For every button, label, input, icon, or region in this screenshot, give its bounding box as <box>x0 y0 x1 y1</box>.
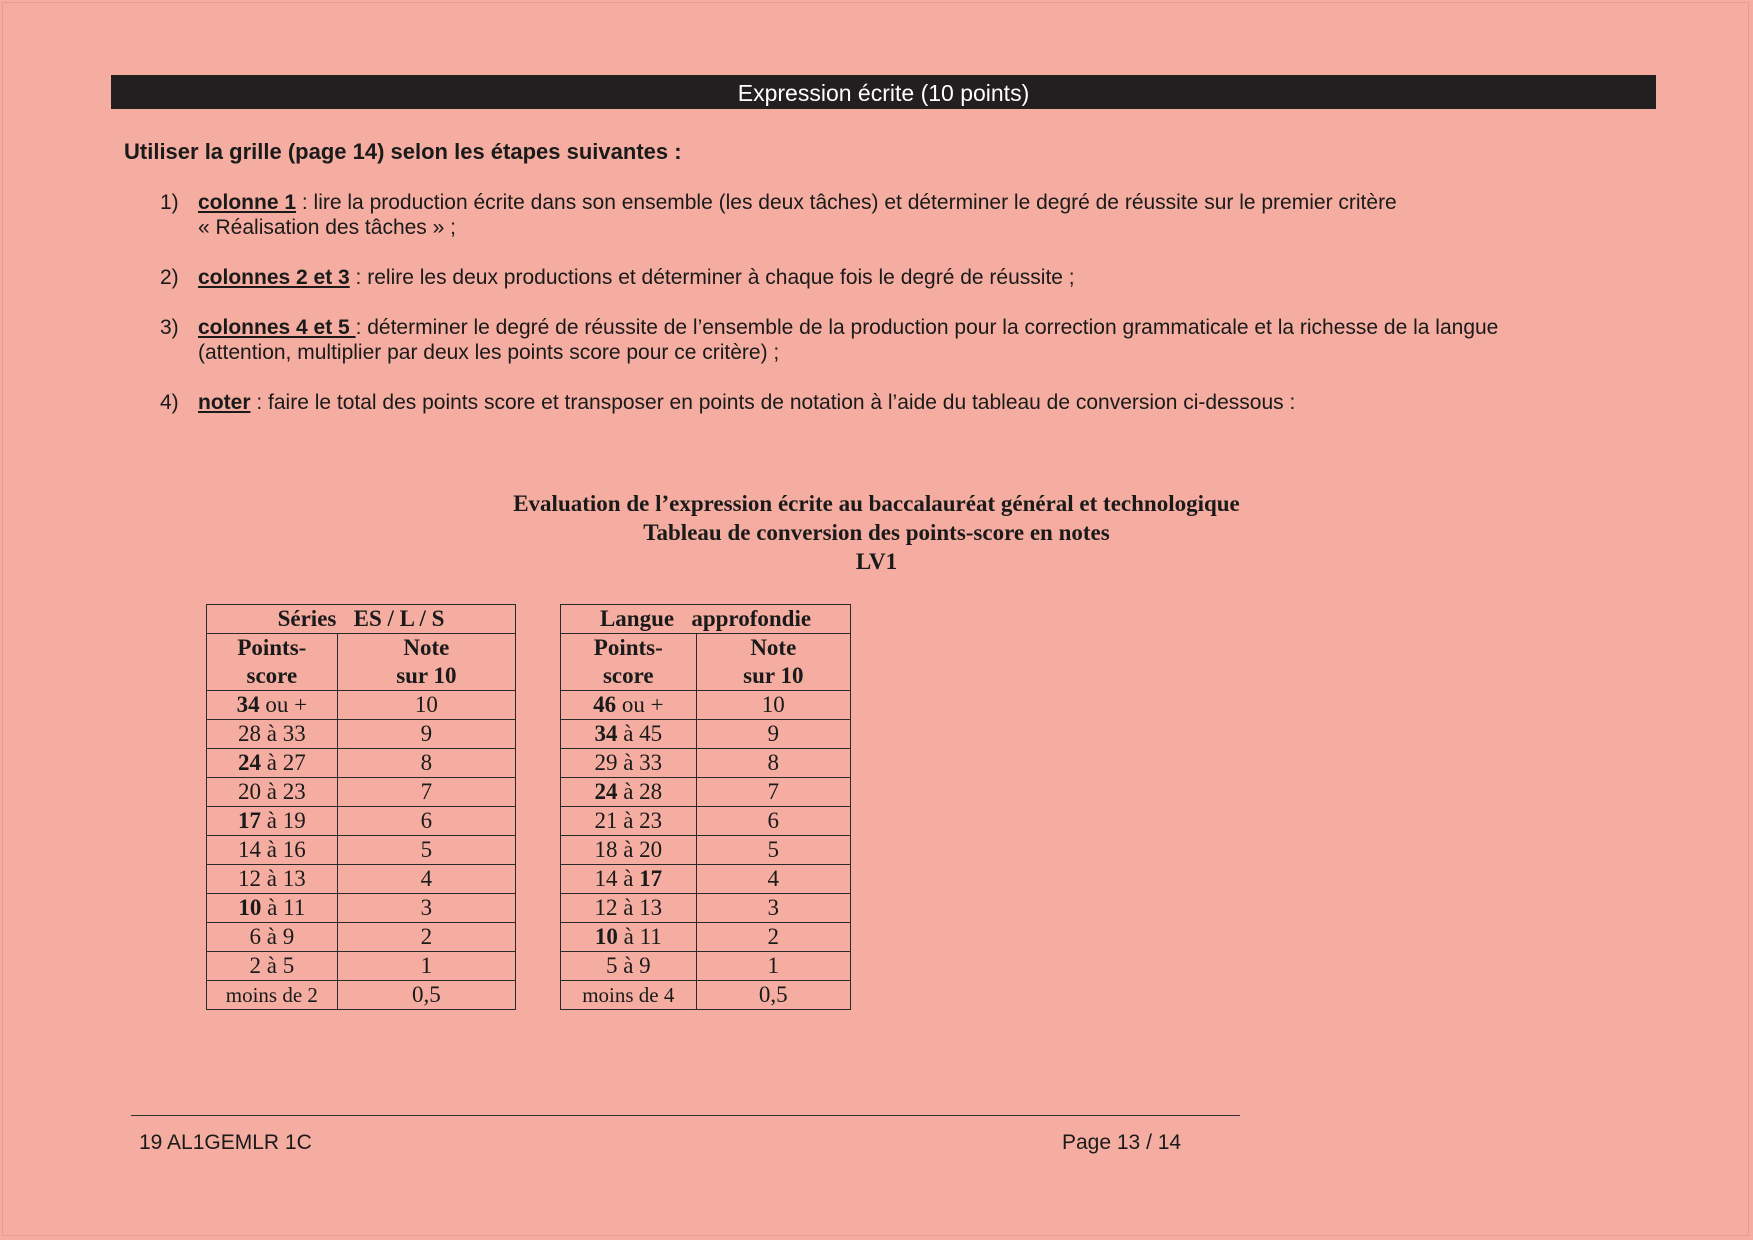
table-title: Séries ES / L / S <box>207 605 516 634</box>
note-cell: 4 <box>696 865 850 894</box>
score-separator: à <box>617 866 640 891</box>
score-to: 28 <box>639 779 663 804</box>
score-separator: à <box>260 953 283 978</box>
score-to: 27 <box>282 750 306 775</box>
points-score-cell <box>561 865 697 894</box>
heading-line-1: Evaluation de l’expression écrite au baccalauréat général et technologique <box>513 491 1240 516</box>
points-score-header <box>561 634 697 691</box>
step-number: 1) <box>160 191 179 214</box>
note-cell: 2 <box>337 923 515 952</box>
points-score-cell <box>207 807 338 836</box>
note-header <box>337 634 515 691</box>
score-to: 13 <box>639 895 663 920</box>
note-cell: 6 <box>337 807 515 836</box>
points-score-cell <box>561 981 697 1010</box>
step-keyword: noter <box>198 391 251 414</box>
score-separator: à <box>617 750 640 775</box>
step-separator: : <box>250 391 269 414</box>
step-number: 4) <box>160 391 179 414</box>
note-cell: 4 <box>337 865 515 894</box>
step-4 <box>160 390 1650 415</box>
step-text: relire les deux productions et déterminer à chaque fois le degré de réussite ; <box>367 266 1075 289</box>
table-row <box>561 981 851 1010</box>
table-row <box>561 923 851 952</box>
score-to: 5 <box>282 953 295 978</box>
step-keyword: colonnes 4 et 5 <box>198 316 356 339</box>
step-text: lire la production écrite dans son ensemble (les deux tâches) et déterminer le degré de réussite sur le premier critère <box>313 191 1397 214</box>
score-from: 10 <box>238 895 262 920</box>
page-number: Page 13 / 14 <box>1062 1131 1182 1154</box>
heading-line-3: LV1 <box>855 549 898 574</box>
points-score-cell <box>207 720 338 749</box>
score-from: 28 <box>237 721 261 746</box>
table-row <box>207 894 516 923</box>
note-cell: 9 <box>696 720 850 749</box>
instructions-intro: Utiliser la grille (page 14) selon les étapes suivantes : <box>124 139 682 164</box>
step-text-continued: (attention, multiplier par deux les points score pour ce critère) ; <box>198 341 780 364</box>
score-from: 20 <box>237 779 261 804</box>
table-row <box>561 691 851 720</box>
note-cell: 8 <box>696 749 850 778</box>
conversion-table-es-l-s <box>206 604 516 1010</box>
table-title-row <box>561 605 851 634</box>
points-score-cell <box>207 981 338 1010</box>
footer-divider <box>131 1115 1240 1116</box>
table-row <box>207 923 516 952</box>
step-separator: : <box>355 316 368 339</box>
table-header-row <box>207 634 516 691</box>
points-score-cell <box>561 807 697 836</box>
points-score-cell <box>561 894 697 923</box>
score-from: 29 <box>594 750 618 775</box>
table-row <box>561 749 851 778</box>
step-1 <box>160 190 1650 240</box>
score-separator: à <box>260 808 283 833</box>
score-separator: à <box>617 953 640 978</box>
points-score-cell <box>207 836 338 865</box>
score-separator: ou <box>616 692 651 717</box>
score-from: 24 <box>237 750 261 775</box>
score-to: 33 <box>639 750 663 775</box>
score-separator: à <box>260 924 283 949</box>
points-score-cell <box>207 749 338 778</box>
table-row <box>207 952 516 981</box>
table-row <box>207 749 516 778</box>
note-header <box>696 634 850 691</box>
conversion-table-heading <box>0 489 1753 576</box>
header-line: score <box>602 663 654 688</box>
step-keyword: colonne 1 <box>198 191 297 214</box>
points-score-cell <box>207 923 338 952</box>
score-from: 14 <box>594 866 618 891</box>
score-from: 14 <box>237 837 261 862</box>
score-to: 11 <box>639 924 662 949</box>
exam-code: 19 AL1GEMLR 1C <box>139 1131 312 1154</box>
score-separator: à <box>260 721 283 746</box>
step-text-continued: « Réalisation des tâches » ; <box>198 216 456 239</box>
step-number: 2) <box>160 266 179 289</box>
note-cell: 3 <box>696 894 850 923</box>
score-to: + <box>294 692 308 717</box>
table-row <box>561 720 851 749</box>
score-from: moins de 2 <box>225 983 318 1007</box>
score-to: 23 <box>282 779 306 804</box>
table-row <box>561 894 851 923</box>
note-cell: 5 <box>696 836 850 865</box>
score-from: 24 <box>594 779 618 804</box>
score-to: 33 <box>282 721 306 746</box>
section-title: Expression écrite (10 points) <box>737 79 1030 106</box>
step-text: déterminer le degré de réussite de l’ensemble de la production pour la correction grammaticale et la richesse de la langue <box>367 316 1499 339</box>
score-from: 46 <box>593 692 617 717</box>
step-separator: : <box>296 191 314 214</box>
step-text: faire le total des points score et transposer en points de notation à l’aide du tableau de conversion ci-dessous : <box>268 391 1296 414</box>
score-to: + <box>650 692 664 717</box>
score-to: 9 <box>282 924 295 949</box>
score-from: moins de 4 <box>582 983 675 1007</box>
step-separator: : <box>349 266 368 289</box>
score-from: 18 <box>594 837 618 862</box>
score-from: 17 <box>237 808 261 833</box>
note-cell: 1 <box>696 952 850 981</box>
table-row <box>207 691 516 720</box>
points-score-cell <box>561 952 697 981</box>
score-from: 6 <box>249 924 261 949</box>
score-to: 20 <box>639 837 663 862</box>
table-title: Langue approfondie <box>561 605 851 634</box>
conversion-table-langue-approfondie <box>560 604 851 1010</box>
table-row <box>207 836 516 865</box>
note-cell: 7 <box>696 778 850 807</box>
score-to: 13 <box>282 866 306 891</box>
table-row <box>207 865 516 894</box>
points-score-cell <box>207 865 338 894</box>
note-cell: 6 <box>696 807 850 836</box>
score-from: 21 <box>594 808 618 833</box>
score-separator: à <box>617 837 640 862</box>
points-score-cell <box>561 923 697 952</box>
score-separator: à <box>617 924 640 949</box>
section-title-bar <box>111 75 1656 109</box>
score-from: 34 <box>594 721 618 746</box>
header-line: Points- <box>593 635 663 660</box>
points-score-cell <box>561 720 697 749</box>
header-line: Note <box>403 635 450 660</box>
score-to: 19 <box>282 808 306 833</box>
points-score-cell <box>207 894 338 923</box>
points-score-cell <box>561 749 697 778</box>
step-keyword: colonnes 2 et 3 <box>198 266 350 289</box>
steps-list <box>160 190 1650 440</box>
points-score-cell <box>207 778 338 807</box>
note-cell: 1 <box>337 952 515 981</box>
note-cell: 7 <box>337 778 515 807</box>
step-2 <box>160 265 1650 290</box>
table-header-row <box>561 634 851 691</box>
points-score-header <box>207 634 338 691</box>
points-score-cell <box>561 836 697 865</box>
step-3 <box>160 315 1650 365</box>
note-cell: 0,5 <box>337 981 515 1010</box>
table-row <box>207 720 516 749</box>
heading-line-2: Tableau de conversion des points-score en notes <box>643 520 1110 545</box>
table-title-row <box>207 605 516 634</box>
table-row <box>561 836 851 865</box>
score-separator: à <box>261 895 284 920</box>
score-separator: à <box>617 808 640 833</box>
note-cell: 8 <box>337 749 515 778</box>
score-from: 12 <box>237 866 261 891</box>
score-to: 45 <box>639 721 663 746</box>
note-cell: 9 <box>337 720 515 749</box>
score-separator: ou <box>259 692 295 717</box>
score-to: 9 <box>639 953 651 978</box>
table-row <box>561 952 851 981</box>
score-separator: à <box>260 837 283 862</box>
header-line: score <box>246 663 298 688</box>
note-cell: 3 <box>337 894 515 923</box>
header-line: Points- <box>237 635 307 660</box>
score-separator: à <box>617 895 640 920</box>
score-to: 11 <box>283 895 306 920</box>
score-separator: à <box>260 779 283 804</box>
step-body <box>198 315 1650 365</box>
step-body <box>198 190 1650 240</box>
score-separator: à <box>260 866 283 891</box>
table-row <box>561 865 851 894</box>
score-to: 16 <box>282 837 306 862</box>
table-row <box>561 807 851 836</box>
note-cell: 10 <box>696 691 850 720</box>
note-cell: 10 <box>337 691 515 720</box>
note-cell: 5 <box>337 836 515 865</box>
table-row <box>207 981 516 1010</box>
score-separator: à <box>617 721 640 746</box>
note-cell: 0,5 <box>696 981 850 1010</box>
score-separator: à <box>617 779 640 804</box>
table-row <box>561 778 851 807</box>
table-row <box>207 807 516 836</box>
score-to: 17 <box>639 866 663 891</box>
header-line: sur 10 <box>396 663 457 688</box>
note-cell: 2 <box>696 923 850 952</box>
table-row <box>207 778 516 807</box>
header-line: Note <box>750 635 797 660</box>
score-separator: à <box>260 750 283 775</box>
points-score-cell <box>561 778 697 807</box>
score-from: 2 <box>249 953 261 978</box>
points-score-cell <box>207 691 338 720</box>
score-from: 5 <box>605 953 618 978</box>
step-body <box>198 265 1650 290</box>
score-to: 23 <box>639 808 663 833</box>
score-from: 12 <box>594 895 618 920</box>
step-body <box>198 390 1650 415</box>
header-line: sur 10 <box>743 663 804 688</box>
points-score-cell <box>561 691 697 720</box>
step-number: 3) <box>160 316 179 339</box>
score-from: 34 <box>236 692 260 717</box>
points-score-cell <box>207 952 338 981</box>
score-from: 10 <box>594 924 618 949</box>
